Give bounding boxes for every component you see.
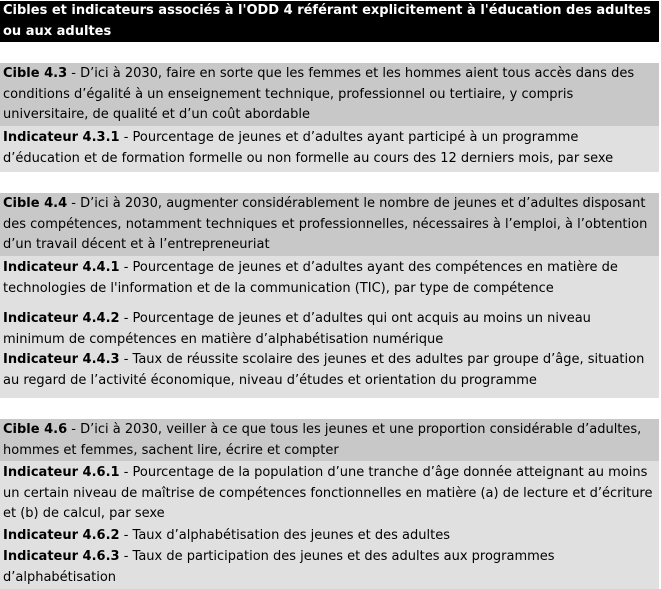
indicator-4-6-2 — [0, 526, 659, 547]
indicator-text: - Pourcentage de la population d’une tranche d’âge donnée atteignant au moins un certain niveau de maîtrise de compétences fonctionnelles en matière (a) de lecture et d’écriture et (b) de calcul, par sexe — [3, 465, 653, 522]
indicator-code: Indicateur 4.6.3 — [3, 549, 120, 564]
indicator-4-6-3 — [0, 547, 659, 589]
indicator-4-4-1 — [0, 256, 659, 307]
indicator-text: - Taux de participation des jeunes et des adultes aux programmes d’alphabétisation — [3, 549, 555, 585]
indicator-text: - Pourcentage de jeunes et d’adultes qui ont acquis au moins un niveau minimum de compétences en matière d’alphabétisation numérique — [3, 311, 591, 347]
target-4-6 — [0, 419, 659, 461]
indicator-code: Indicateur 4.4.3 — [3, 352, 120, 367]
indicator-text: - Taux de réussite scolaire des jeunes et des adultes par groupe d’âge, situation au regard de l’activité économique, niveau d’études et orientation du programme — [3, 352, 645, 388]
indicator-4-6-1 — [0, 461, 659, 526]
indicator-code: Indicateur 4.6.1 — [3, 465, 120, 480]
indicator-code: Indicateur 4.4.1 — [3, 260, 120, 275]
target-4-4 — [0, 193, 659, 256]
indicator-text: - Pourcentage de jeunes et d’adultes ayant des compétences en matière de technologies de l'information et de la communication (TIC), par type de compétence — [3, 260, 618, 296]
target-code: Cible 4.4 — [3, 196, 68, 211]
indicator-text: - Taux d’alphabétisation des jeunes et des adultes — [119, 528, 450, 543]
indicator-4-3-1 — [0, 126, 659, 172]
table-title: Cibles et indicateurs associés à l'ODD 4 référant explicitement à l'éducation des adultes ou aux adultes — [0, 1, 659, 42]
target-text: - D’ici à 2030, veiller à ce que tous les jeunes et une proportion considérable d’adultes, hommes et femmes, sachent lire, écrire et compter — [3, 422, 642, 458]
indicator-4-4-3 — [0, 349, 659, 398]
indicator-code: Indicateur 4.3.1 — [3, 130, 120, 145]
indicator-code: Indicateur 4.6.2 — [3, 528, 120, 543]
target-text: - D’ici à 2030, faire en sorte que les femmes et les hommes aient tous accès dans des conditions d’égalité à un enseignement technique, professionnel ou tertiaire, y compris universitaire, de qualité et d’un coût abordable — [3, 66, 635, 123]
indicator-code: Indicateur 4.4.2 — [3, 311, 120, 326]
target-code: Cible 4.3 — [3, 66, 68, 81]
target-4-3 — [0, 63, 659, 126]
target-text: - D’ici à 2030, augmenter considérablement le nombre de jeunes et d’adultes disposant des compétences, notamment techniques et professionnelles, nécessaires à l’emploi, à l’obtention d’un travail décent et à l’entrepreneuriat — [3, 196, 648, 253]
indicator-text: - Pourcentage de jeunes et d’adultes ayant participé à un programme d’éducation et de formation formelle ou non formelle au cours des 12 derniers mois, par sexe — [3, 130, 614, 166]
indicator-4-4-2 — [0, 307, 659, 349]
target-code: Cible 4.6 — [3, 422, 68, 437]
